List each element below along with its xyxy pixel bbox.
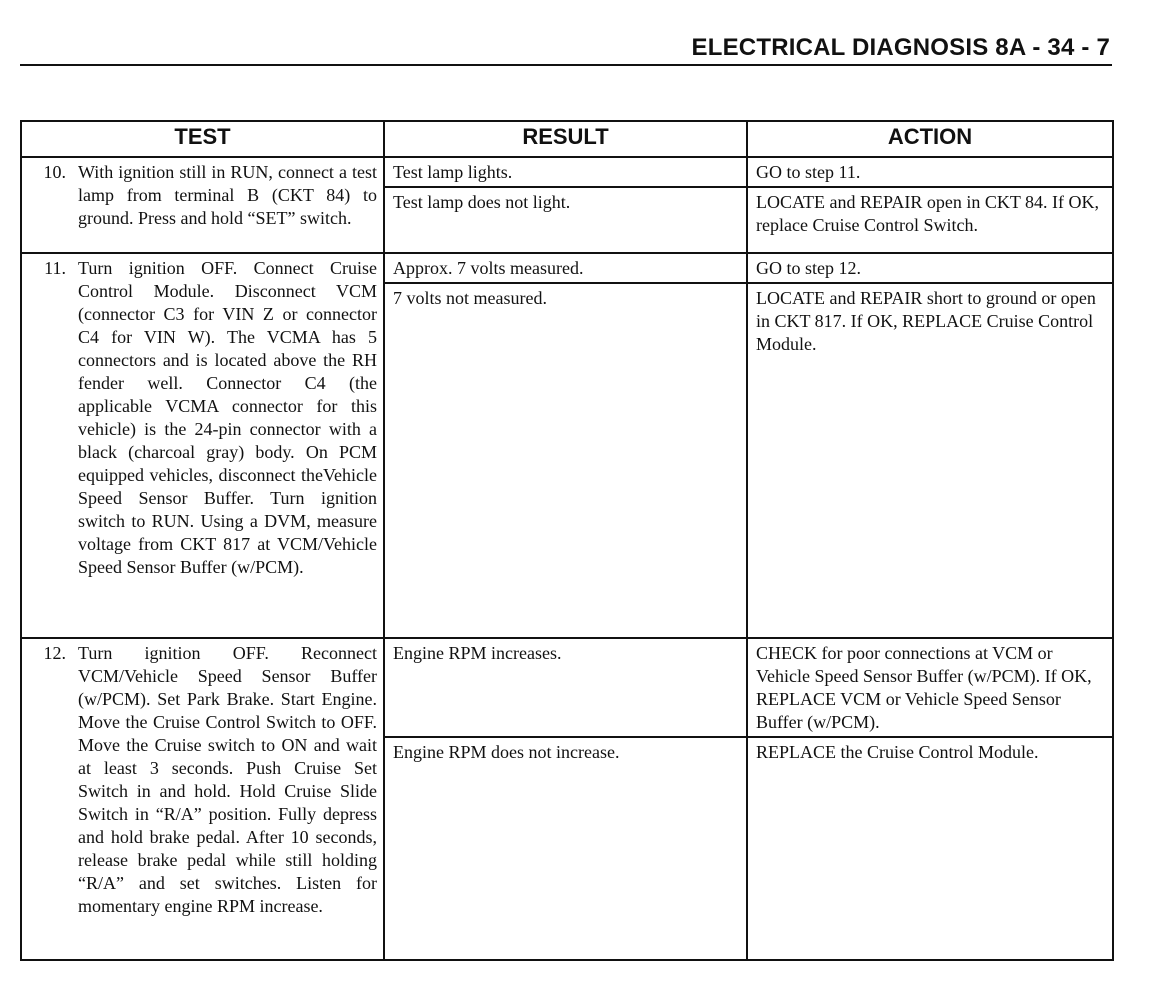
column-header-result: RESULT <box>384 121 747 157</box>
diagnosis-table <box>20 120 1114 961</box>
result-cell: Approx. 7 volts measured. <box>384 253 747 283</box>
action-cell: LOCATE and REPAIR short to ground or open in CKT 817. If OK, REPLACE Cruise Control Module. <box>747 283 1113 638</box>
header-rule <box>20 64 1112 66</box>
test-text: Turn ignition OFF. Connect Cruise Control Module. Disconnect VCM (connector C3 for VIN Z or connector C4 for VIN W). The VCMA has 5 connectors and is located above the RH fender well. Connector C4 (the applicable VCMA connector for this vehicle) is the 24-pin connector with a black (charcoal gray) body. On PCM equipped vehicles, disconnect theVehicle Speed Sensor Buffer. Turn ignition switch to RUN. Using a DVM, measure voltage from CKT 817 at VCM/Vehicle Speed Sensor Buffer (w/PCM). <box>78 258 377 577</box>
test-cell-step-10 <box>21 157 384 253</box>
action-cell: REPLACE the Cruise Control Module. <box>747 737 1113 960</box>
table-row <box>21 638 1113 737</box>
action-cell: CHECK for poor connections at VCM or Vehicle Speed Sensor Buffer (w/PCM). If OK, REPLACE VCM or Vehicle Speed Sensor Buffer (w/PCM). <box>747 638 1113 737</box>
result-cell: 7 volts not measured. <box>384 283 747 638</box>
result-cell: Engine RPM does not increase. <box>384 737 747 960</box>
action-cell: GO to step 11. <box>747 157 1113 187</box>
test-text: With ignition still in RUN, connect a test lamp from terminal B (CKT 84) to ground. Press and hold “SET” switch. <box>78 162 377 228</box>
step-number: 10. <box>43 162 66 182</box>
test-text: Turn ignition OFF. Reconnect VCM/Vehicle Speed Sensor Buffer (w/PCM). Set Park Brake. Start Engine. Move the Cruise Control Switch to OFF. Move the Cruise switch to ON and wait at least 3 seconds. Push Cruise Set Switch in and hold. Hold Cruise Slide Switch in “R/A” position. Fully depress and hold brake pedal. After 10 seconds, release brake pedal while still holding “R/A” and set switches. Listen for momentary engine RPM increase. <box>78 643 377 916</box>
test-cell-step-12 <box>21 638 384 960</box>
page-title: ELECTRICAL DIAGNOSIS 8A - 34 - 7 <box>691 34 1110 61</box>
table-row <box>21 157 1113 187</box>
step-number: 12. <box>43 643 66 663</box>
action-cell: LOCATE and REPAIR open in CKT 84. If OK, replace Cruise Control Switch. <box>747 187 1113 253</box>
table-header-row <box>21 121 1113 157</box>
action-cell: GO to step 12. <box>747 253 1113 283</box>
column-header-test: TEST <box>21 121 384 157</box>
result-cell: Engine RPM increases. <box>384 638 747 737</box>
result-cell: Test lamp lights. <box>384 157 747 187</box>
result-cell: Test lamp does not light. <box>384 187 747 253</box>
test-cell-step-11 <box>21 253 384 638</box>
step-number: 11. <box>44 258 66 278</box>
table-row <box>21 253 1113 283</box>
column-header-action: ACTION <box>747 121 1113 157</box>
